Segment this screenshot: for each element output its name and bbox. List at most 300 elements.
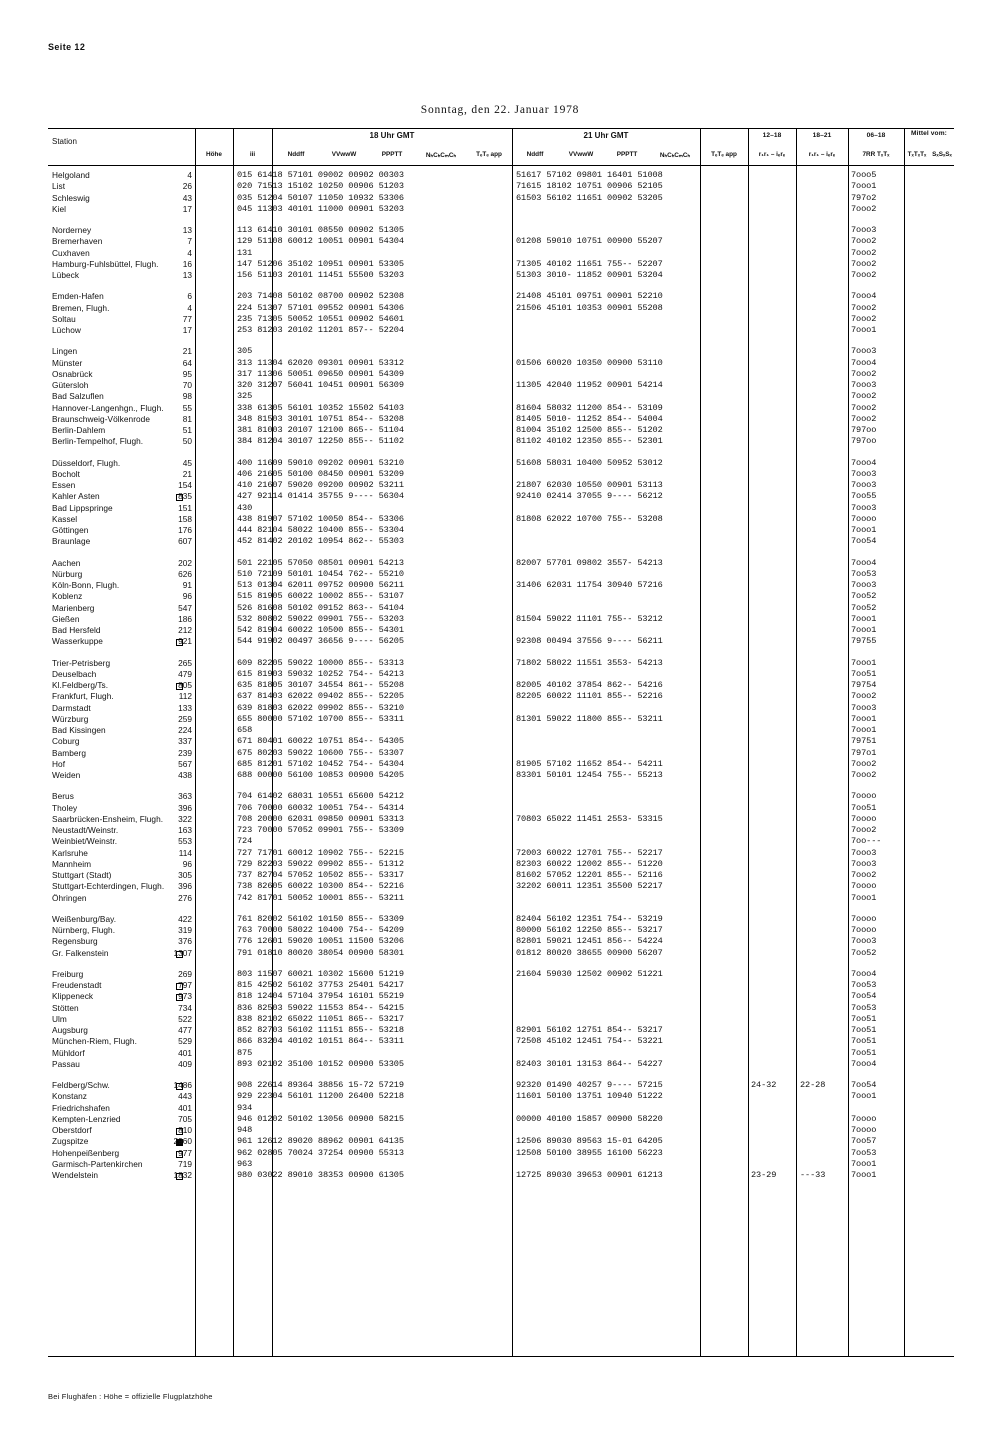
observation-21utc: 81405 5010- 11252 854-- 54004 <box>516 413 663 424</box>
station-altitude: 212 <box>178 625 192 635</box>
station-altitude: 1832 <box>173 1170 192 1180</box>
observation-21utc: 61503 56102 11651 00902 53205 <box>516 192 663 203</box>
station-altitude: 977 <box>178 1147 192 1158</box>
observation-18utc: 305 <box>237 346 253 357</box>
observation-18utc: 962 02805 70024 37254 00900 55313 <box>237 1147 404 1158</box>
observation-18utc: 452 81402 20102 10954 862-- 55303 <box>237 536 404 547</box>
observation-18utc: 544 91902 00497 36656 9---- 56205 <box>237 636 404 647</box>
table-row <box>48 1014 954 1025</box>
table-row <box>48 1059 954 1070</box>
station-name: Frankfurt, Flugh. <box>52 691 114 702</box>
station-name: Düsseldorf, Flugh. <box>52 457 121 468</box>
station-altitude: 17 <box>182 203 192 214</box>
observation-18utc: 635 81805 30107 34554 861-- 55208 <box>237 680 404 690</box>
sums-value: 79754 <box>851 680 877 690</box>
sums-value: 7ooo1 <box>851 625 877 635</box>
table-row <box>48 736 954 747</box>
sums-value: 7ooo1 <box>851 1091 877 1102</box>
observation-18utc: 325 <box>237 391 253 402</box>
station-name: Gießen <box>52 613 80 624</box>
station-altitude: 77 <box>182 313 192 324</box>
station-name: Kempten-Lenzried <box>52 1113 121 1124</box>
station-name: Bad Hersfeld <box>52 625 101 635</box>
observation-21utc: 21604 59030 12502 00902 51221 <box>516 968 663 979</box>
column-header-tetapp-18: TₑTₑ app <box>476 151 502 158</box>
sums-value: 7ooo4 <box>851 557 877 568</box>
table-row <box>48 848 954 859</box>
table-row <box>48 1025 954 1036</box>
sums-value: 7ooo1 <box>851 1170 877 1180</box>
sums-value: 7oooo <box>851 881 877 892</box>
station-altitude: 21 <box>182 346 192 357</box>
station-altitude: 734 <box>178 1002 192 1013</box>
table-row <box>48 225 954 236</box>
station-name: Bad Kissingen <box>52 725 106 735</box>
station-name: Braunlage <box>52 536 91 547</box>
table-row <box>48 558 954 569</box>
precip-18-21: ---33 <box>800 1170 826 1180</box>
observation-21utc: 00000 40100 15857 00900 58220 <box>516 1113 663 1124</box>
sums-value: 7ooo2 <box>851 758 877 769</box>
station-name: Soltau <box>52 313 76 324</box>
station-name: Norderney <box>52 225 92 235</box>
observation-21utc: 21807 62030 10550 00901 53113 <box>516 480 663 490</box>
sums-value: 7ooo1 <box>851 613 877 624</box>
observation-18utc: 706 70000 60032 10051 754-- 54314 <box>237 802 404 813</box>
observation-21utc: 51303 3010- 11852 00901 53204 <box>516 270 663 280</box>
station-name: Essen <box>52 480 76 490</box>
station-altitude: 202 <box>178 557 192 568</box>
table-row <box>48 580 954 591</box>
table-row <box>48 358 954 369</box>
observation-21utc: 21506 45101 10353 00901 55208 <box>516 302 663 313</box>
table-row <box>48 369 954 380</box>
station-altitude: 835 <box>178 491 192 502</box>
observation-18utc: 866 83204 40102 10151 864-- 53311 <box>237 1036 404 1047</box>
station-name: Bocholt <box>52 468 81 479</box>
sums-value: 7ooo2 <box>851 270 877 280</box>
table-row <box>48 1125 954 1136</box>
table-row <box>48 403 954 414</box>
station-altitude: 91 <box>182 580 192 590</box>
observation-21utc: 81905 57102 11652 854-- 54211 <box>516 758 663 769</box>
observation-18utc: 317 11306 50051 09650 00901 54309 <box>237 368 404 379</box>
observation-21utc: 92320 01490 40257 9---- 57215 <box>516 1080 663 1090</box>
table-row <box>48 725 954 736</box>
table-row <box>48 680 954 691</box>
sums-value: 7oo51 <box>851 1036 877 1047</box>
observation-21utc: 81004 35102 12500 855-- 51202 <box>516 425 663 435</box>
column-header-station: Station <box>52 137 77 146</box>
observation-18utc: 156 51103 20101 11451 55500 53203 <box>237 270 404 280</box>
observation-18utc: 875 <box>237 1047 253 1058</box>
table-row <box>48 314 954 325</box>
sums-value: 7ooo2 <box>851 258 877 269</box>
observation-21utc: 82404 56102 12351 754-- 53219 <box>516 913 663 924</box>
sums-value: 7ooo1 <box>851 325 877 335</box>
table-row <box>48 270 954 281</box>
observation-21utc: 92308 00494 37556 9---- 56211 <box>516 636 663 647</box>
sums-value: 7ooo3 <box>851 580 877 590</box>
station-name: Köln-Bonn, Flugh. <box>52 580 120 590</box>
table-row <box>48 425 954 436</box>
table-row <box>48 391 954 402</box>
table-row <box>48 1103 954 1114</box>
table-row <box>48 836 954 847</box>
observation-21utc: 81808 62022 10700 755-- 53208 <box>516 513 663 524</box>
sums-value: 7oooo <box>851 913 877 924</box>
station-name: Garmisch-Partenkirchen <box>52 1158 143 1169</box>
station-altitude: 13 <box>182 225 192 235</box>
station-altitude: 16 <box>182 258 192 269</box>
station-altitude: 96 <box>182 591 192 602</box>
table-row <box>48 614 954 625</box>
station-altitude: 26 <box>182 181 192 192</box>
station-name: Kahler Asten <box>52 491 100 502</box>
sums-value: 7oooo <box>851 513 877 524</box>
sums-value: 7ooo1 <box>851 1158 877 1169</box>
sums-value: 7ooo4 <box>851 357 877 368</box>
station-altitude: 7 <box>187 236 192 247</box>
station-name: Gütersloh <box>52 380 89 390</box>
sums-value: 7oo54 <box>851 991 877 1002</box>
page-number: Seite 12 <box>48 42 86 52</box>
sums-value: 7ooo3 <box>851 702 877 713</box>
station-name: Stuttgart-Echterdingen, Flugh. <box>52 881 165 892</box>
station-altitude: 81 <box>182 413 192 424</box>
observation-21utc: 82007 57701 09802 3557- 54213 <box>516 557 663 568</box>
station-altitude: 921 <box>178 636 192 647</box>
observation-21utc: 82801 59021 12451 856-- 54224 <box>516 936 663 947</box>
sums-value: 7ooo2 <box>851 870 877 880</box>
observation-21utc: 12725 89030 39653 00901 61213 <box>516 1170 663 1180</box>
sums-value: 7ooo1 <box>851 713 877 724</box>
station-altitude: 163 <box>178 825 192 835</box>
station-altitude: 4 <box>187 247 192 258</box>
table-row <box>48 914 954 925</box>
observation-21utc: 82303 60022 12002 855-- 51220 <box>516 858 663 869</box>
station-altitude: 43 <box>182 192 192 203</box>
observation-18utc: 348 81503 30101 10751 854-- 53208 <box>237 413 404 424</box>
station-altitude: 805 <box>178 680 192 690</box>
station-altitude: 529 <box>178 1036 192 1047</box>
observation-18utc: 791 01810 80020 38054 00900 58301 <box>237 947 404 958</box>
observation-18utc: 637 81403 62022 09402 855-- 52205 <box>237 691 404 702</box>
observation-21utc: 81602 57052 12201 855-- 52116 <box>516 870 663 880</box>
station-name: Lingen <box>52 346 78 357</box>
table-row <box>48 669 954 680</box>
station-altitude: 337 <box>178 736 192 747</box>
observation-21utc: 32202 60011 12351 35500 52217 <box>516 881 663 892</box>
observation-18utc: 526 81608 50102 09152 863-- 54104 <box>237 602 404 613</box>
sums-value: 7ooo5 <box>851 170 877 180</box>
station-altitude: 45 <box>182 457 192 468</box>
table-row <box>48 181 954 192</box>
station-altitude: 810 <box>178 1125 192 1135</box>
observation-18utc: 738 82605 60022 10300 854-- 52216 <box>237 881 404 892</box>
observation-18utc: 430 <box>237 502 253 513</box>
table-row <box>48 480 954 491</box>
station-name: Hof <box>52 758 66 769</box>
table-row <box>48 1159 954 1170</box>
observation-18utc: 542 81904 60022 10500 855-- 54301 <box>237 625 404 635</box>
sums-value: 7ooo1 <box>851 181 877 192</box>
sums-value: 7ooo1 <box>851 525 877 535</box>
observation-18utc: 688 00000 56100 10853 00900 54205 <box>237 770 404 780</box>
station-altitude: 4 <box>187 302 192 313</box>
observation-18utc: 253 81203 20102 11201 857-- 52204 <box>237 325 404 335</box>
table-row <box>48 1048 954 1059</box>
precip-12-18: 23-29 <box>751 1170 777 1180</box>
sums-value: 7oooo <box>851 1113 877 1124</box>
sums-value: 7ooo2 <box>851 825 877 835</box>
observation-18utc: 724 <box>237 836 253 847</box>
station-name: Feldberg/Schw. <box>52 1080 110 1090</box>
observation-18utc: 129 51108 60012 10051 00901 54304 <box>237 236 404 247</box>
observation-18utc: 723 70000 57052 09901 755-- 53309 <box>237 825 404 835</box>
station-name: Cuxhaven <box>52 247 90 258</box>
precip-12-18: 24-32 <box>751 1080 777 1090</box>
station-name: Helgoland <box>52 170 90 180</box>
observation-21utc: 71305 40102 11651 755-- 52207 <box>516 258 663 269</box>
station-name: Klippeneck <box>52 991 94 1002</box>
observation-18utc: 313 11304 62020 09301 00901 53312 <box>237 357 404 368</box>
table-row <box>48 458 954 469</box>
station-name: Stuttgart (Stadt) <box>52 870 112 880</box>
column-header-nddff-21: Nddff <box>526 151 544 158</box>
station-name: Öhringen <box>52 892 87 903</box>
table-row <box>48 814 954 825</box>
station-name: Coburg <box>52 736 80 747</box>
station-altitude: 376 <box>178 936 192 947</box>
observation-18utc: 963 <box>237 1158 253 1169</box>
station-altitude: 269 <box>178 968 192 979</box>
table-row <box>48 748 954 759</box>
table-row <box>48 325 954 336</box>
observation-18utc: 320 31207 56041 10451 00901 56309 <box>237 380 404 390</box>
observation-18utc: 729 82203 59022 09902 855-- 51312 <box>237 858 404 869</box>
observation-18utc: 737 82704 57052 10502 855-- 53317 <box>237 870 404 880</box>
sums-value: 7oo51 <box>851 802 877 813</box>
station-altitude: 259 <box>178 713 192 724</box>
table-row <box>48 770 954 781</box>
station-name: Marienberg <box>52 602 95 613</box>
station-name: Bad Lippspringe <box>52 502 113 513</box>
sums-value: 7ooo4 <box>851 291 877 302</box>
table-row <box>48 881 954 892</box>
sums-value: 7ooo3 <box>851 847 877 858</box>
station-name: Deuselbach <box>52 668 97 679</box>
table-row <box>48 469 954 480</box>
column-header-cloud-18: NₕCₕCₘCₕ <box>425 152 457 159</box>
table-row <box>48 303 954 314</box>
observation-18utc: 961 12612 89020 88962 00901 64135 <box>237 1136 404 1147</box>
table-row <box>48 503 954 514</box>
table-row <box>48 536 954 547</box>
table-row <box>48 514 954 525</box>
station-altitude: 151 <box>178 502 192 513</box>
sums-value: 797oo <box>851 425 877 435</box>
footnote: Bei Flughäfen : Höhe = offizielle Flugplatzhöhe <box>48 1392 213 1401</box>
table-row <box>48 625 954 636</box>
table-row <box>48 936 954 947</box>
station-name: Tholey <box>52 802 78 813</box>
sums-value: 7ooo2 <box>851 313 877 324</box>
station-name: Kl.Feldberg/Ts. <box>52 680 109 690</box>
sums-value: 7oo--- <box>851 836 882 847</box>
sums-value: 7ooo3 <box>851 858 877 869</box>
table-row <box>48 491 954 502</box>
sums-value: 7ooo3 <box>851 502 877 513</box>
sums-value: 7ooo2 <box>851 391 877 402</box>
table-row <box>48 825 954 836</box>
table-row <box>48 414 954 425</box>
station-name: Stötten <box>52 1002 79 1013</box>
column-header-ppptt-18: PPPTT <box>381 151 403 158</box>
observation-18utc: 763 70000 58022 10400 754-- 54209 <box>237 925 404 935</box>
observation-18utc: 513 01304 62011 09752 00900 56211 <box>237 580 404 590</box>
station-name: Neustadt/Weinstr. <box>52 825 119 835</box>
station-name: Münster <box>52 357 83 368</box>
station-name: Saarbrücken-Ensheim, Flugh. <box>52 813 164 824</box>
precip-18-21: 22-28 <box>800 1080 826 1090</box>
sums-value: 7oo51 <box>851 1025 877 1035</box>
observation-18utc: 655 80000 57102 10700 855-- 53311 <box>237 713 404 724</box>
sums-value: 7oooo <box>851 791 877 802</box>
table-header <box>48 129 954 166</box>
table-row <box>48 1036 954 1047</box>
observation-21utc: 82403 30101 13153 864-- 54227 <box>516 1058 663 1069</box>
station-altitude: 2960 <box>173 1136 192 1147</box>
station-altitude: 95 <box>182 368 192 379</box>
table-row <box>48 603 954 614</box>
observation-18utc: 515 81905 60022 10002 855-- 53107 <box>237 591 404 602</box>
observation-18utc: 893 02102 35100 10152 00900 53305 <box>237 1058 404 1069</box>
observation-18utc: 742 81701 50052 10001 855-- 53211 <box>237 892 404 903</box>
column-header-nddff-18: Nddff <box>287 151 305 158</box>
sums-value: 7oo55 <box>851 491 877 502</box>
station-name: Aachen <box>52 557 81 568</box>
sums-value: 7ooo3 <box>851 346 877 357</box>
sums-value: 7oooo <box>851 813 877 824</box>
station-name: Braunschweig-Völkenrode <box>52 413 151 424</box>
sums-value: 7ooo3 <box>851 225 877 235</box>
station-altitude: 607 <box>178 536 192 547</box>
station-altitude: 114 <box>178 847 192 858</box>
observation-18utc: 147 51206 35102 10951 00901 53305 <box>237 258 404 269</box>
station-altitude: 265 <box>178 657 192 668</box>
table-row <box>48 236 954 247</box>
station-altitude: 626 <box>178 568 192 579</box>
station-name: Schleswig <box>52 192 90 203</box>
station-name: Wasserkuppe <box>52 636 103 647</box>
sums-value: 79755 <box>851 636 877 647</box>
table-row <box>48 859 954 870</box>
observation-18utc: 818 12404 57104 37954 16101 55219 <box>237 991 404 1002</box>
station-altitude: 797 <box>178 980 192 990</box>
observation-18utc: 946 01202 50102 13056 00900 58215 <box>237 1113 404 1124</box>
table-row <box>48 591 954 602</box>
observation-18utc: 035 51204 50107 11050 10932 53306 <box>237 192 404 203</box>
table-row <box>48 248 954 259</box>
station-name: Nürburg <box>52 568 83 579</box>
sums-value: 7oo53 <box>851 1147 877 1158</box>
observation-18utc: 510 72109 50101 10454 762-- 55210 <box>237 568 404 579</box>
sums-value: 7ooo2 <box>851 247 877 258</box>
observation-21utc: 01506 60020 10350 00900 53110 <box>516 357 663 368</box>
column-header-rr-12-18: r₁r₁ – iₑrₑ <box>758 151 786 158</box>
observation-18utc: 761 82002 56102 10150 855-- 53309 <box>237 913 404 924</box>
observation-21utc: 80000 56102 12250 855-- 53217 <box>516 925 663 935</box>
station-altitude: 64 <box>182 357 192 368</box>
station-altitude: 479 <box>178 668 192 679</box>
sums-value: 7ooo2 <box>851 770 877 780</box>
observation-18utc: 929 22304 56101 11200 26400 52218 <box>237 1091 404 1102</box>
station-altitude: 6 <box>187 291 192 302</box>
sums-value: 7oo57 <box>851 1136 877 1147</box>
station-altitude: 319 <box>178 925 192 935</box>
observation-18utc: 852 82703 56102 11151 855-- 53218 <box>237 1025 404 1035</box>
observation-18utc: 384 81204 30107 12250 855-- 51102 <box>237 436 404 447</box>
station-name: Ulm <box>52 1013 67 1024</box>
station-altitude: 305 <box>178 870 192 880</box>
column-header-ppptt-21: PPPTT <box>616 151 638 158</box>
table-row <box>48 759 954 770</box>
station-name: Bamberg <box>52 747 87 758</box>
table-row <box>48 259 954 270</box>
station-name: Hamburg-Fuhlsbüttel, Flugh. <box>52 258 159 269</box>
observation-18utc: 406 21605 50100 08450 00901 53209 <box>237 468 404 479</box>
observation-21utc: 12506 89030 89563 15-01 64205 <box>516 1136 663 1147</box>
table-row <box>48 969 954 980</box>
station-altitude: 438 <box>178 770 192 780</box>
station-name: Passau <box>52 1058 80 1069</box>
sums-value: 7oo52 <box>851 591 877 602</box>
station-altitude: 477 <box>178 1025 192 1035</box>
observation-18utc: 224 51307 57101 09552 00901 54306 <box>237 302 404 313</box>
sums-value: 797o2 <box>851 192 877 203</box>
station-name: Göttingen <box>52 525 89 535</box>
station-altitude: 96 <box>182 858 192 869</box>
observation-21utc: 83301 50101 12454 755-- 55213 <box>516 770 663 780</box>
table-row <box>48 948 954 959</box>
observation-21utc: 01208 59010 10751 00900 55207 <box>516 236 663 247</box>
sums-value: 7oo53 <box>851 1002 877 1013</box>
station-name: Lüchow <box>52 325 81 335</box>
table-row <box>48 980 954 991</box>
sums-value: 7oo54 <box>851 1080 877 1090</box>
table-row <box>48 1080 954 1091</box>
table-row <box>48 1136 954 1147</box>
observation-18utc: 980 03022 89010 38353 00900 61305 <box>237 1170 404 1180</box>
observation-18utc: 381 81003 20107 12100 865-- 51104 <box>237 425 404 435</box>
observation-21utc: 12508 50100 38955 16100 56223 <box>516 1147 663 1158</box>
table-row <box>48 636 954 647</box>
table-row <box>48 870 954 881</box>
observation-18utc: 015 61418 57101 09002 00902 00303 <box>237 170 404 180</box>
observation-18utc: 934 <box>237 1102 253 1113</box>
station-name: Augsburg <box>52 1025 88 1035</box>
station-altitude: 705 <box>178 1113 192 1124</box>
table-row <box>48 703 954 714</box>
observation-18utc: 685 81201 57102 10452 754-- 54304 <box>237 758 404 769</box>
sums-value: 7ooo4 <box>851 1058 877 1069</box>
station-name: Freudenstadt <box>52 980 102 990</box>
observation-18utc: 438 81907 57102 10050 854-- 53306 <box>237 513 404 524</box>
sums-value: 7ooo2 <box>851 302 877 313</box>
station-name: Hannover-Langenhgn., Flugh. <box>52 402 164 413</box>
sums-value: 7ooo4 <box>851 968 877 979</box>
